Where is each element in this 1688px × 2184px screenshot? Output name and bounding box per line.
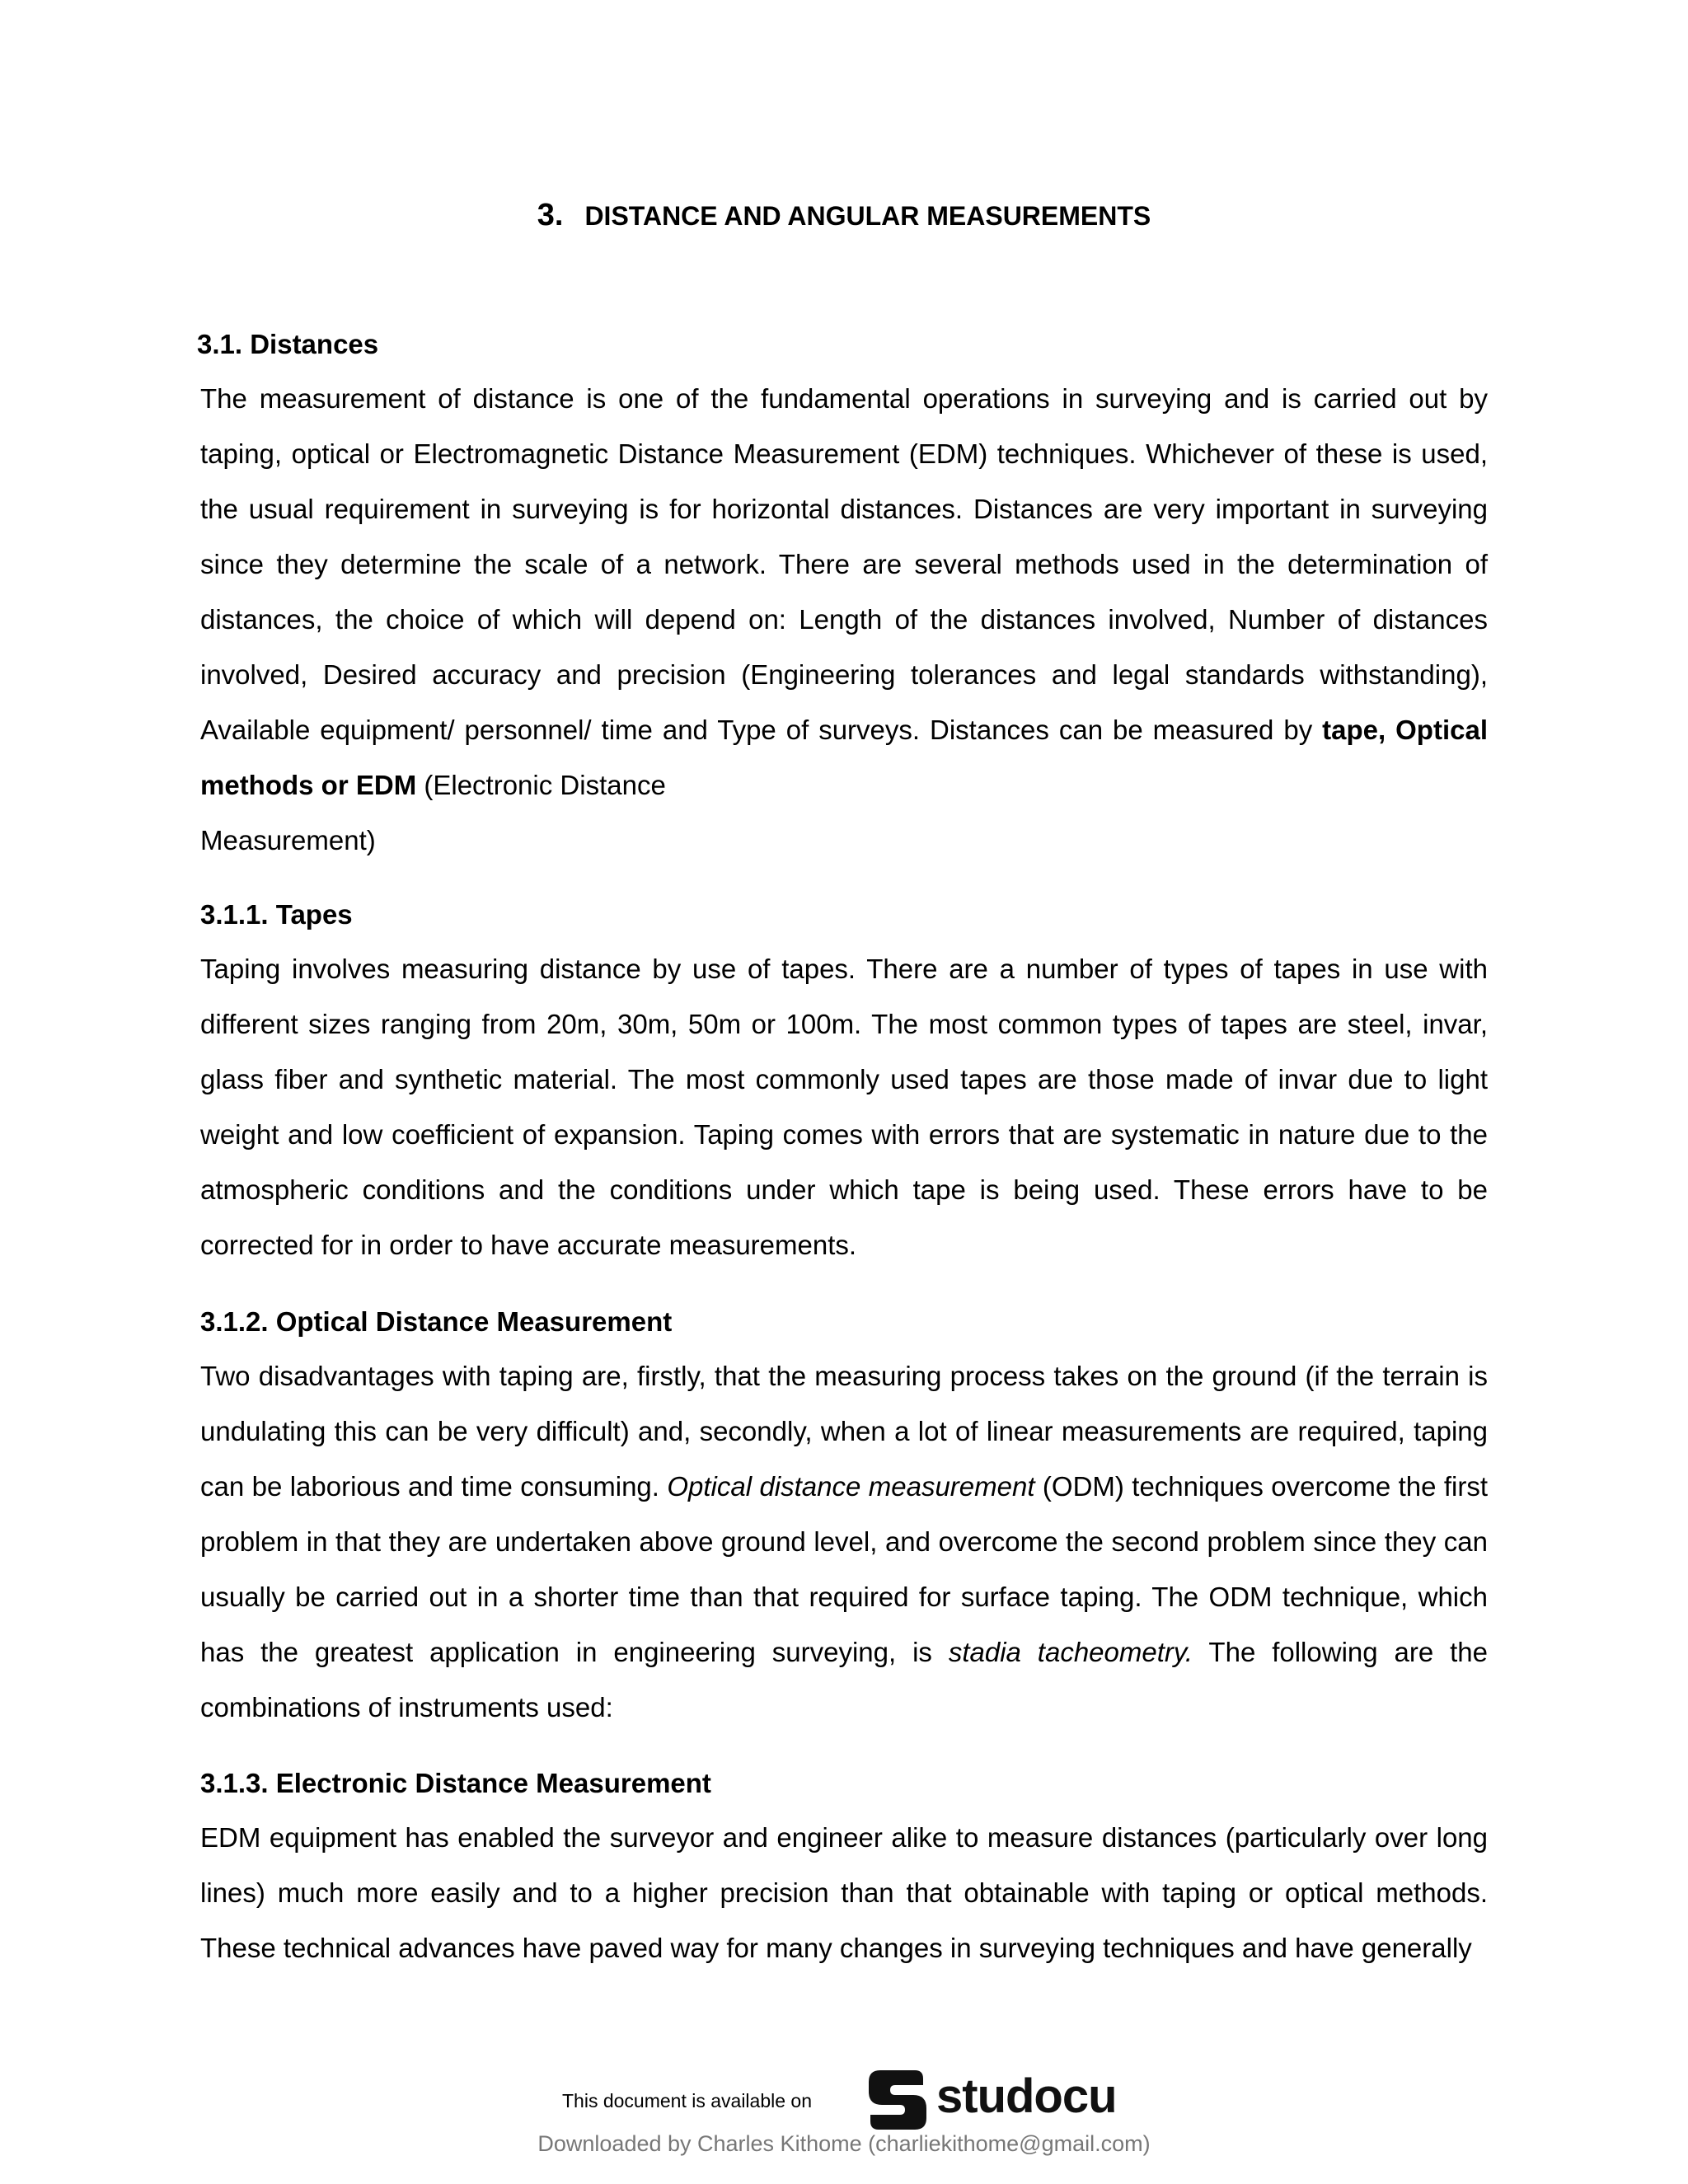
chapter-title (0, 198, 1688, 233)
footer-download-text: Downloaded by Charles Kithome (charliekithome@gmail.com) (537, 2131, 1151, 2156)
studocu-brand[interactable]: studocu (936, 2069, 1117, 2123)
section-paragraph (200, 1348, 1488, 1735)
paragraph-text: The following are the combinations of instruments used: (200, 1637, 1489, 1722)
paragraph-text: Two disadvantages with taping are, firstly, that the measuring process takes on the ground (if the terrain is undulating this can be very difficult) and, secondly, when a lot of linear measurements are required, taping can be laborious and time consuming. (200, 1361, 1488, 1502)
italic-text: stadia tacheometry. (948, 1637, 1193, 1667)
paragraph-text: (Electronic Distance (416, 770, 666, 800)
section-paragraph (200, 371, 1488, 813)
section-3-1-1 (200, 898, 1488, 1272)
section-heading: 3.1. Distances (197, 329, 379, 359)
section-heading: 3.1.2. Optical Distance Measurement (200, 1306, 673, 1337)
chapter-title-text: DISTANCE AND ANGULAR MEASUREMENTS (584, 201, 1151, 231)
section-paragraph: Taping involves measuring distance by use of tapes. There are a number of types of tapes in use with different sizes ranging from 20m, 30m, 50m or 100m. The most common types of tapes are steel, invar, glass fiber and synthetic material. The most commonly used tapes are those made of invar due to light weight and low coefficient of expansion. Taping comes with errors that are systematic in nature due to the atmospheric conditions and the conditions under which tape is being used. These errors have to be corrected for in order to have accurate measurements. (200, 954, 1488, 1260)
studocu-logo-icon (864, 2067, 930, 2133)
italic-text: Optical distance measurement (667, 1471, 1035, 1502)
section-3-1-2 (200, 1305, 1488, 1735)
section-heading: 3.1.3. Electronic Distance Measurement (200, 1768, 711, 1798)
paragraph-text: (ODM) techniques overcome the first problem in that they are undertaken above ground level, and overcome the second problem since they can usually be carried out in a shorter time than that required for surface taping. The ODM technique, which has the greatest application in engineering surveying, is (200, 1471, 1489, 1667)
section-3-1 (197, 328, 1488, 868)
footer-availability-text: This document is available on (562, 2090, 812, 2111)
section-heading: 3.1.1. Tapes (200, 899, 353, 930)
section-paragraph: EDM equipment has enabled the surveyor and engineer alike to measure distances (particularly over long lines) much more easily and to a higher precision than that obtainable with taping or optical methods. These technical advances have paved way for many changes in surveying techniques and have generally (200, 1822, 1488, 1963)
section-3-1-3 (200, 1767, 1488, 1975)
paragraph-continuation: Measurement) (200, 825, 376, 855)
paragraph-text: The measurement of distance is one of the fundamental operations in surveying and is carried out by taping, optical or Electromagnetic Distance Measurement (EDM) techniques. Whichever of these is used, the usual requirement in surveying is for horizontal distances. Distances are very important in surveying since they determine the scale of a network. There are several methods used in the determination of distances, the choice of which will depend on: Length of the distances involved, Number of distances involved, Desired accuracy and precision (Engineering tolerances and legal standards withstanding), Available equipment/ personnel/ time and Type of surveys. Distances can be measured by (200, 383, 1488, 745)
chapter-number: 3. (537, 198, 564, 232)
bold-text: tape, Optical methods or EDM (200, 715, 1488, 800)
